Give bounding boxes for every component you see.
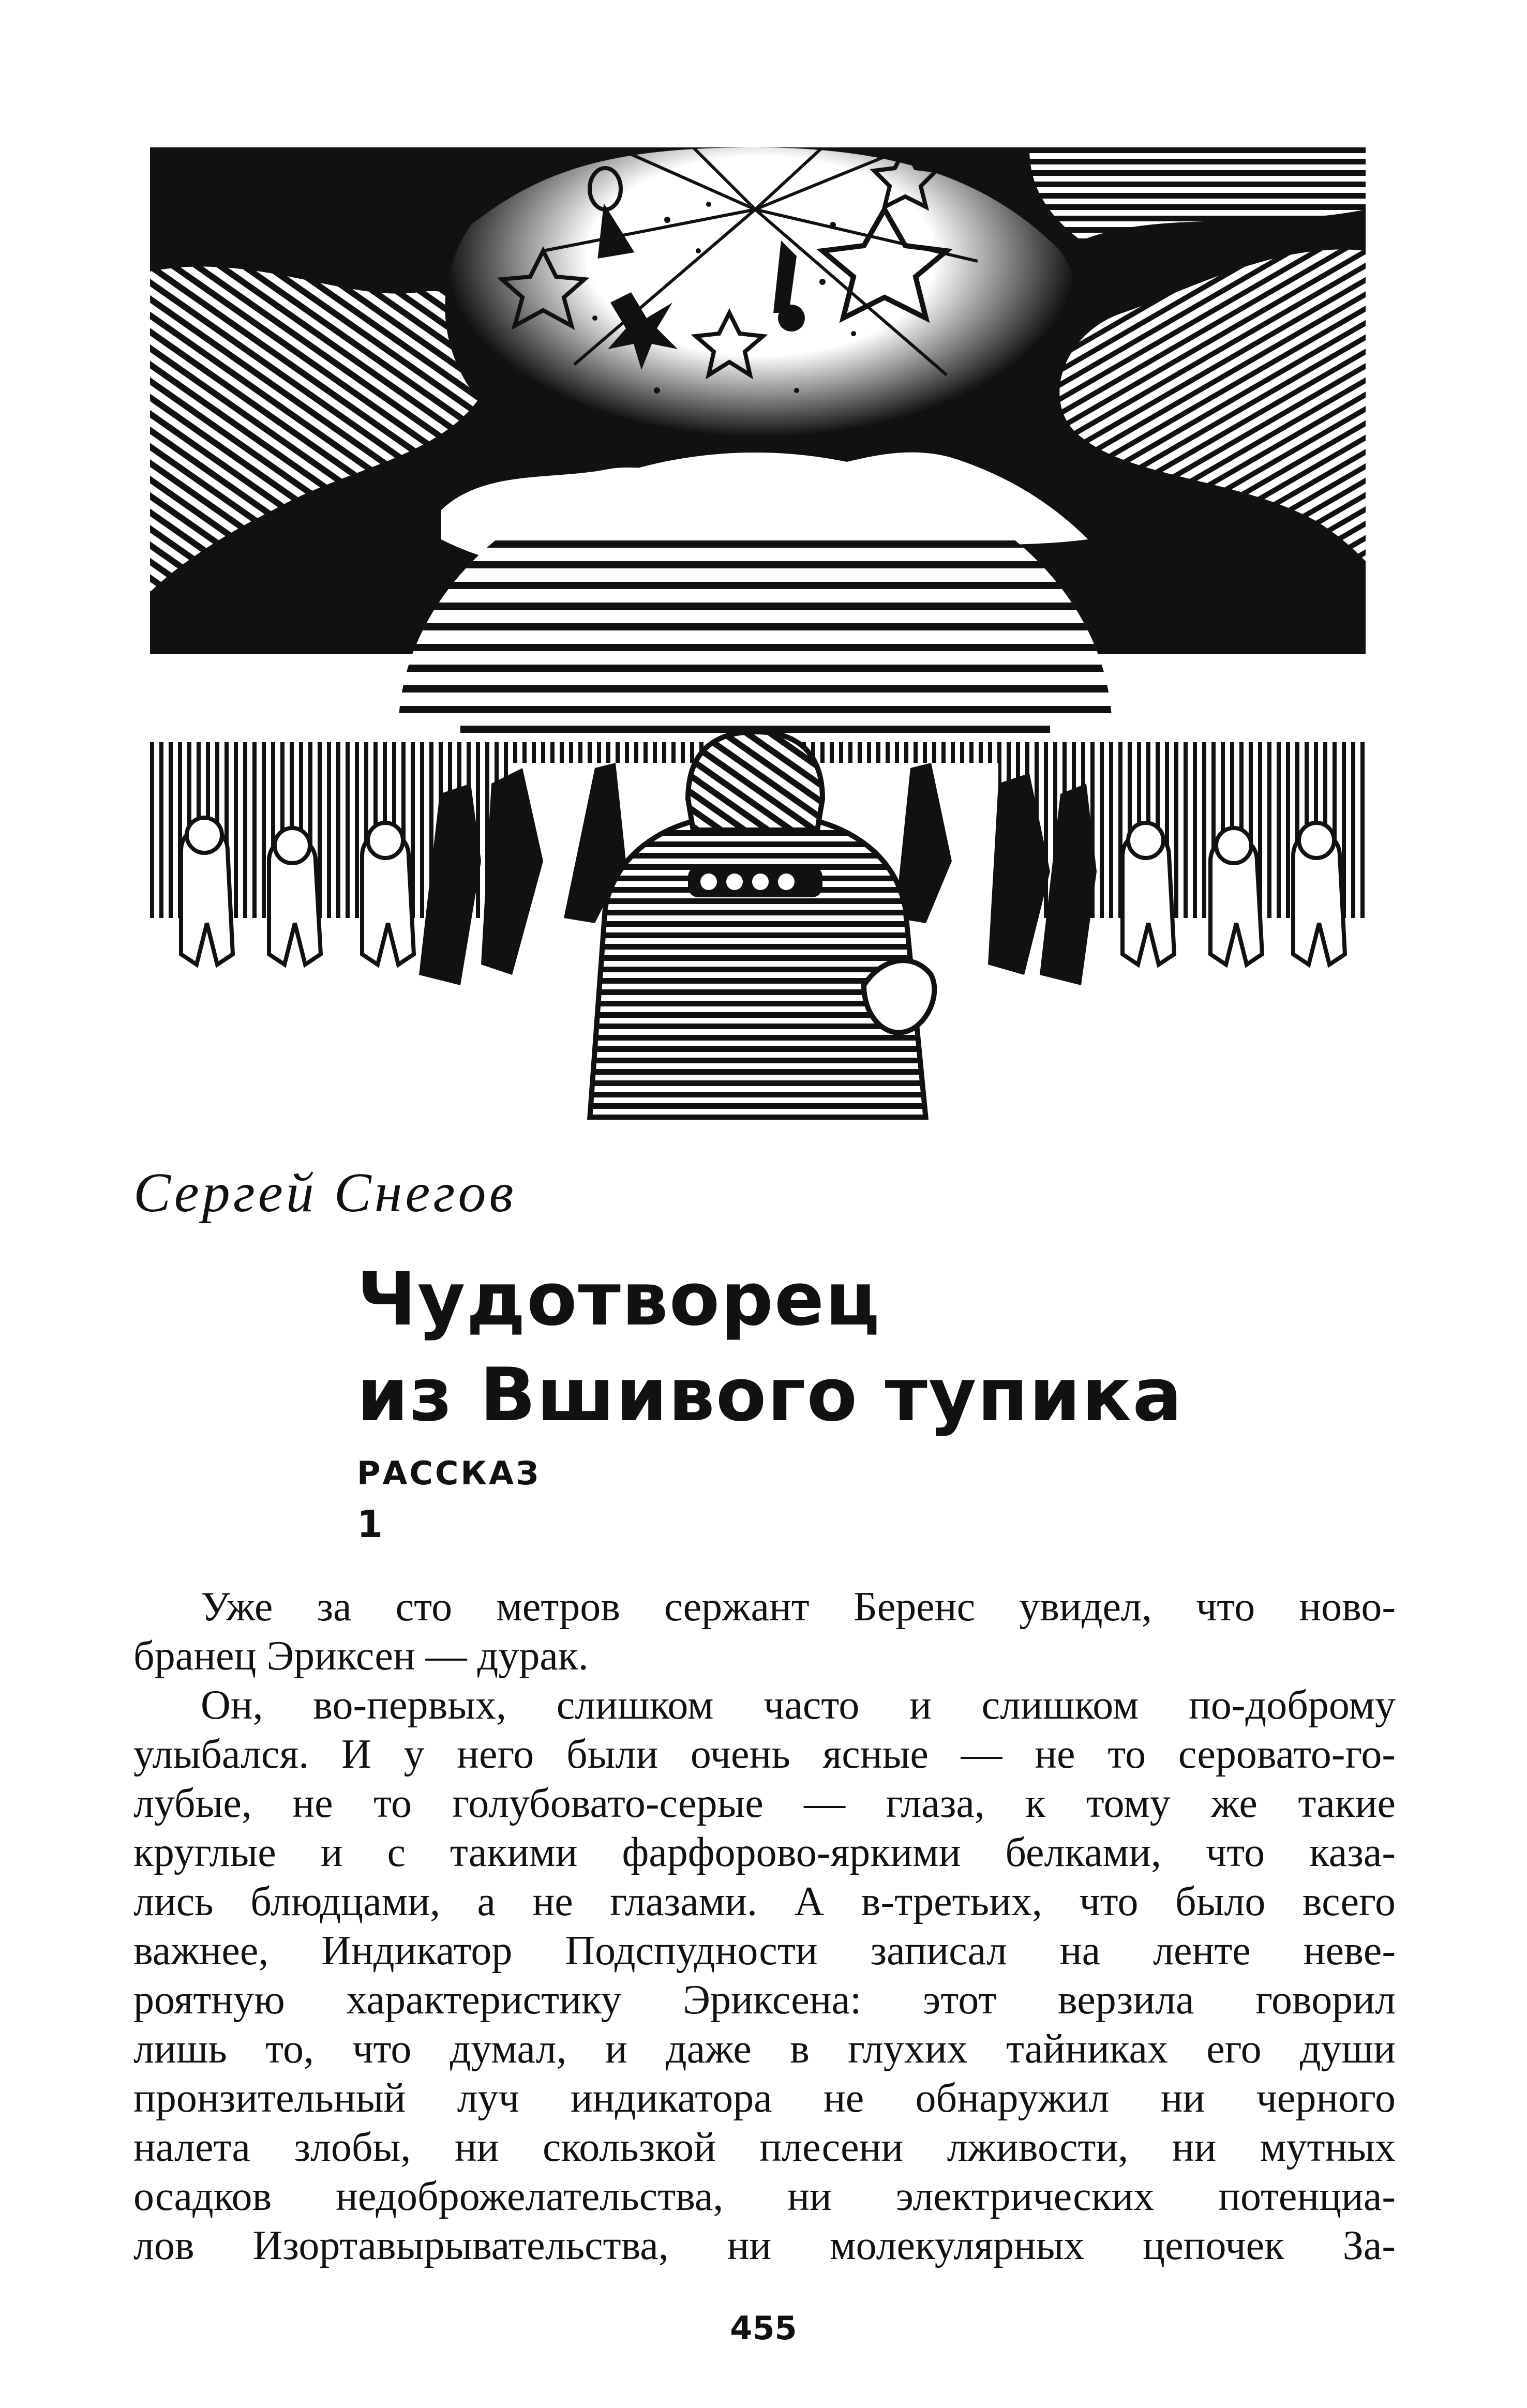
text-line: лишь то, что думал, и даже в глухих тайниках его души <box>133 2026 1396 2072</box>
text-line: Уже за сто метров сержант Беренс увидел, что ново- <box>201 1584 1396 1630</box>
text-line: улыбался. И у него были очень ясные — не то серовато-го- <box>133 1732 1396 1777</box>
engraving-svg <box>150 147 1366 1120</box>
story-title <box>357 1252 1183 1443</box>
title-line-2: из Вшивого тупика <box>357 1352 1184 1438</box>
chapter-number: 1 <box>357 1502 383 1546</box>
text-line: лись блюдцами, а не глазами. А в-третьих, что было всего <box>133 1879 1396 1924</box>
soldier-figures-right <box>895 763 1366 985</box>
text-line: круглые и с такими фарфорово-яркими белками, что каза- <box>133 1830 1396 1875</box>
central-figure <box>590 732 934 1120</box>
text-line: роятную характеристику Эриксена: этот верзила говорил <box>133 1977 1396 2023</box>
text-line: Он, во-первых, слишком часто и слишком по-доброму <box>201 1682 1396 1728</box>
text-line: осадков недоброжелательства, ни электрических потенциа- <box>133 2174 1396 2219</box>
text-line: лов Изортавырывательства, ни молекулярных цепочек За- <box>133 2223 1396 2268</box>
story-text <box>133 1583 1396 2270</box>
genre-label: РАССКАЗ <box>357 1454 541 1492</box>
text-line: пронзительный луч индикатора не обнаружил ни черного <box>133 2075 1396 2121</box>
text-line: важнее, Индикатор Подспудности записал на ленте невe- <box>133 1928 1396 1974</box>
title-line-1: Чудотворец <box>357 1257 881 1342</box>
page-number: 455 <box>730 2309 797 2347</box>
story-illustration <box>150 147 1366 1120</box>
author-name: Сергей Снегов <box>133 1162 517 1224</box>
text-line: бранец Эриксен — дурак. <box>133 1633 589 1679</box>
text-line: налета злобы, ни скользкой плесени лживости, ни мутных <box>133 2125 1396 2170</box>
soldier-figures-icon <box>150 763 626 985</box>
text-line: лубые, не то голубовато-серые — глаза, к тому же такие <box>133 1781 1396 1826</box>
